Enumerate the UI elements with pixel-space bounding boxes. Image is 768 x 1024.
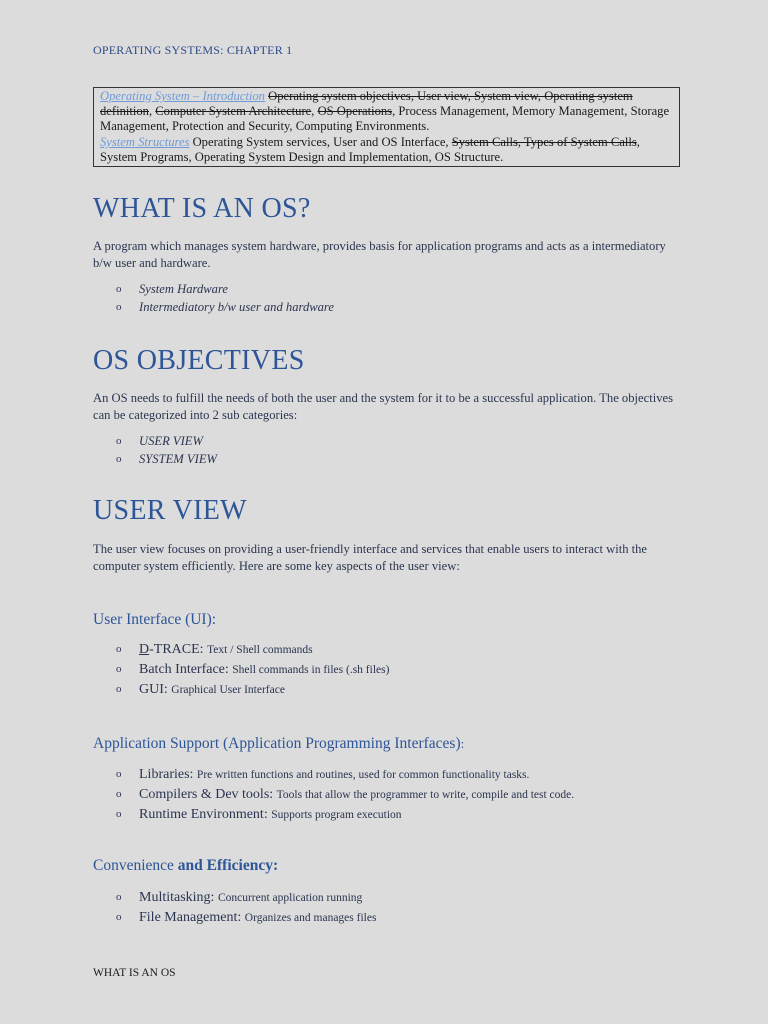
- heading-user-view: USER VIEW: [93, 495, 247, 526]
- bullet-icon: o: [116, 283, 122, 295]
- list-item: o Libraries: Pre written functions and routines, used for common functionality tasks.: [116, 767, 530, 782]
- bullet-icon: o: [116, 643, 122, 655]
- bullet-icon: o: [116, 891, 122, 903]
- bullet-icon: o: [116, 768, 122, 780]
- bullet-icon: o: [116, 301, 122, 313]
- bullet-icon: o: [116, 788, 122, 800]
- what-is-os-list: [93, 280, 334, 316]
- list-item: o Intermediatory b/w user and hardware: [116, 300, 334, 314]
- toc-link-introduction[interactable]: Operating System – Introduction: [100, 89, 265, 103]
- bullet-icon: o: [116, 435, 122, 447]
- list-item: o SYSTEM VIEW: [116, 452, 218, 466]
- heading-application-support: Application Support (Application Programming Interfaces):: [93, 735, 465, 752]
- heading-what-is-os: WHAT IS AN OS?: [93, 193, 311, 224]
- objectives-body: An OS needs to fulfill the needs of both the user and the system for it to be a successful application. The objectives can be categorized into 2 sub categories:: [93, 391, 673, 422]
- toc-struck-objectives: Operating system objectives, User view, System view, Operating system definition: [100, 89, 633, 119]
- bullet-icon: o: [116, 808, 122, 820]
- toc-rest-line1: , Process Management, Memory Management, Storage Management, Protection and Security, Computing Environments.: [100, 104, 670, 134]
- bullet-icon: o: [116, 911, 122, 923]
- running-header: OPERATING SYSTEMS: CHAPTER 1: [93, 43, 293, 57]
- what-is-os-body: A program which manages system hardware, provides basis for application programs and acts as a intermediatory b/w user and hardware.: [93, 239, 666, 270]
- toc-link-system-structures[interactable]: System Structures: [100, 134, 190, 149]
- list-item: o GUI: Graphical User Interface: [116, 682, 285, 697]
- app-support-list: [93, 765, 574, 825]
- ui-list: [93, 640, 389, 700]
- list-item: o USER VIEW: [116, 434, 203, 448]
- running-footer: WHAT IS AN OS: [93, 967, 176, 979]
- toc-plain-line2: Operating System services, User and OS Interface,: [189, 134, 452, 149]
- heading-os-objectives: OS OBJECTIVES: [93, 345, 305, 376]
- bullet-icon: o: [116, 453, 122, 465]
- list-item: o Runtime Environment: Supports program execution: [116, 807, 402, 822]
- chapter-contents-box: [93, 87, 680, 167]
- bullet-icon: o: [116, 663, 122, 675]
- toc-struck-system-calls: System Calls, Types of System Calls: [451, 134, 637, 149]
- toc-sep: ,: [311, 104, 318, 119]
- list-item: o File Management: Organizes and manages files: [116, 910, 377, 925]
- list-item: o D-TRACE: Text / Shell commands: [116, 642, 313, 657]
- objectives-list: [93, 432, 217, 468]
- heading-user-interface: User Interface (UI):: [93, 611, 217, 628]
- convenience-list: [93, 888, 376, 928]
- list-item: o Multitasking: Concurrent application running: [116, 890, 363, 905]
- list-item: o Batch Interface: Shell commands in files (.sh files): [116, 662, 390, 677]
- toc-rest-line2: , System Programs, Operating System Design and Implementation, OS Structure.: [100, 134, 640, 164]
- bullet-icon: o: [116, 683, 122, 695]
- toc-sep: ,: [148, 104, 156, 119]
- list-item: o System Hardware: [116, 282, 228, 296]
- list-item: o Compilers & Dev tools: Tools that allow the programmer to write, compile and test code.: [116, 787, 575, 802]
- toc-struck-architecture: Computer System Architecture: [155, 104, 312, 119]
- toc-struck-operations: OS Operations: [317, 104, 393, 119]
- user-view-body: The user view focuses on providing a user-friendly interface and services that enable users to interact with the computer system efficiently. Here are some key aspects of the user view:: [93, 542, 648, 573]
- heading-convenience: Convenience and Efficiency:: [93, 857, 279, 874]
